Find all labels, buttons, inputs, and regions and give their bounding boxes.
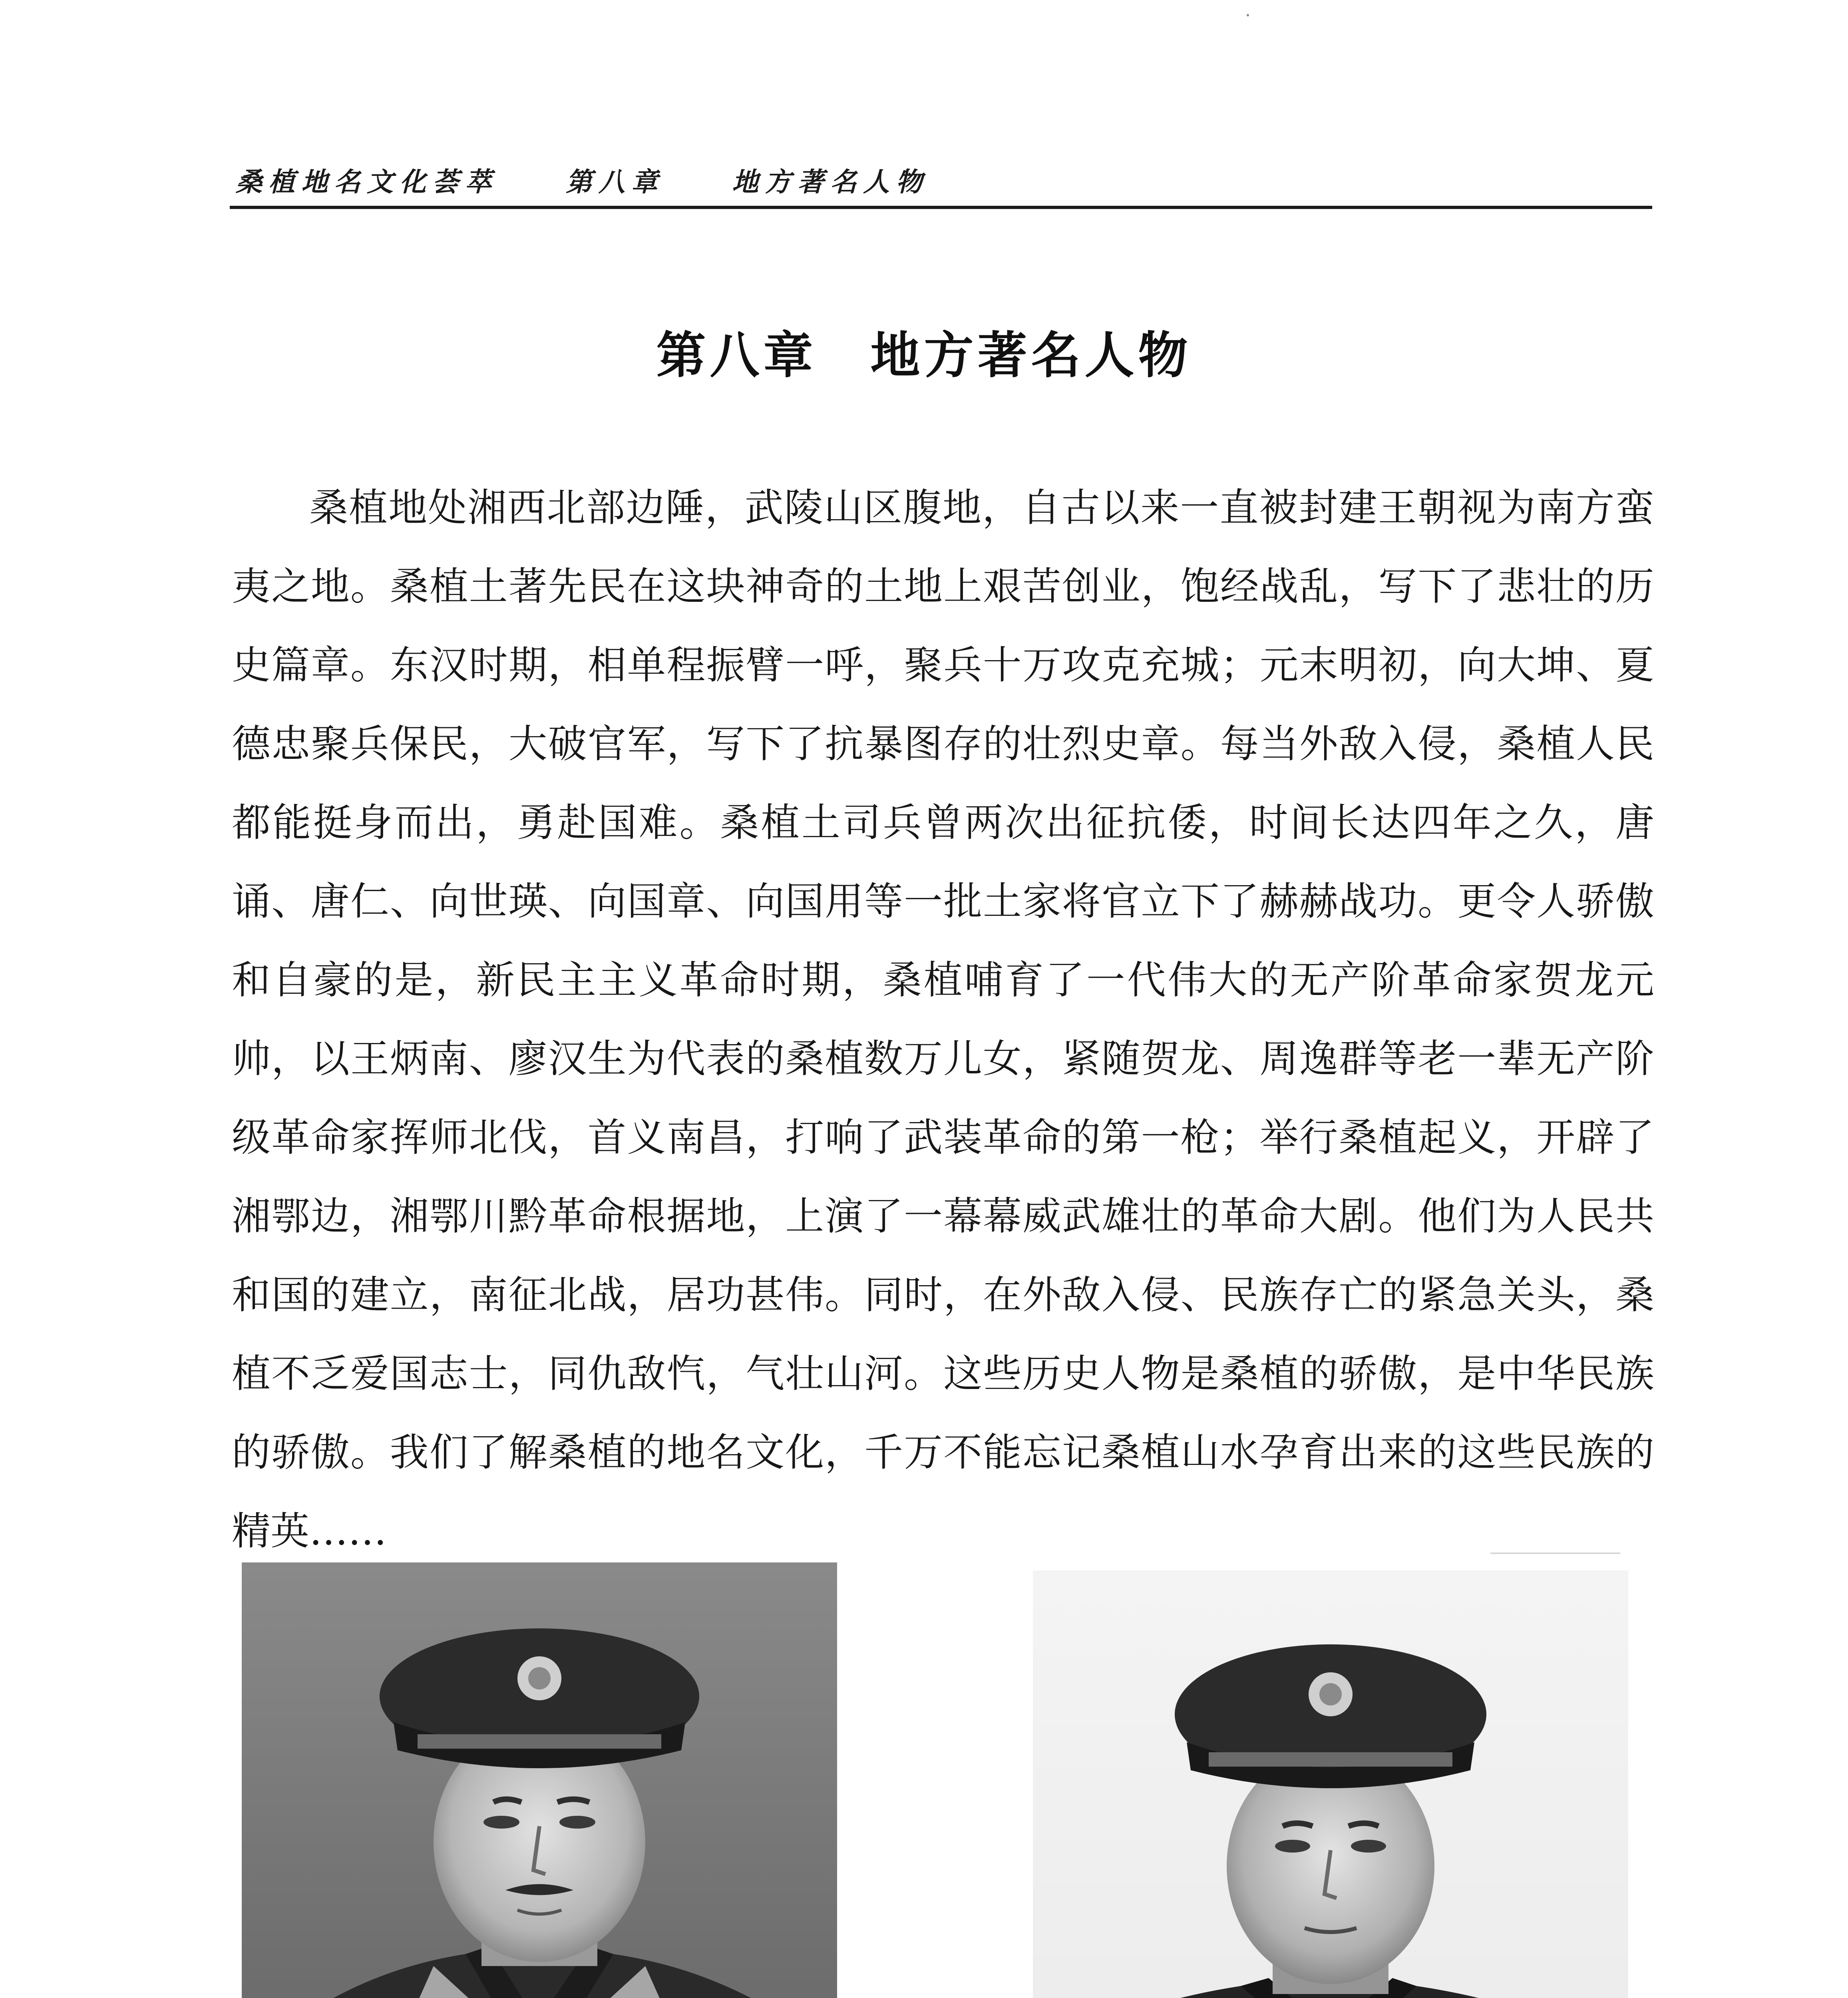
header-book-title: 桑植地名文化荟萃: [236, 167, 498, 197]
running-header: [236, 146, 1658, 210]
chapter-title: 第八章 地方著名人物: [656, 327, 1192, 384]
header-section: 地方著名人物: [732, 167, 929, 197]
portrait-left-image: [242, 1562, 837, 1998]
scan-speck: [1247, 14, 1249, 16]
portrait-photo-left: [242, 1562, 837, 1998]
portrait-photo-right: [1033, 1570, 1628, 1998]
body-paragraph: 桑植地处湘西北部边陲，武陵山区腹地，自古以来一直被封建王朝视为南方蛮夷之地。桑植土著先民在这块神奇的土地上艰苦创业，饱经战乱，写下了悲壮的历史篇章。东汉时期，相单程振臂一呼，聚兵十万攻克充城；元末明初，向大坤、夏德忠聚兵保民，大破官军，写下了抗暴图存的壮烈史章。每当外敌入侵，桑植人民都能挺身而出，勇赴国难。桑植土司兵曾两次出征抗倭，时间长达四年之久，唐诵、唐仁、向世瑛、向国章、向国用等一批土家将官立下了赫赫战功。更令人骄傲和自豪的是，新民主主义革命时期，桑植哺育了一代伟大的无产阶革命家贺龙元帅，以王炳南、廖汉生为代表的桑植数万儿女，紧随贺龙、周逸群等老一辈无产阶级革命家挥师北伐，首义南昌，打响了武装革命的第一枪；举行桑植起义，开辟了湘鄂边，湘鄂川黔革命根据地，上演了一幕幕威武雄壮的革命大剧。他们为人民共和国的建立，南征北战，居功甚伟。同时，在外敌入侵、民族存亡的紧急关头，桑植不乏爱国志士，同仇敌忾，气壮山河。这些历史人物是桑植的骄傲，是中华民族的骄傲。我们了解桑植的地名文化，千万不能忘记桑植山水孕育出来的这些民族的精英……: [232, 485, 1654, 1554]
header-chapter: 第八章: [566, 167, 664, 197]
photo-edge-mark: [1490, 1552, 1620, 1554]
portrait-right-image: [1033, 1570, 1628, 1998]
header-rule: [230, 206, 1652, 209]
